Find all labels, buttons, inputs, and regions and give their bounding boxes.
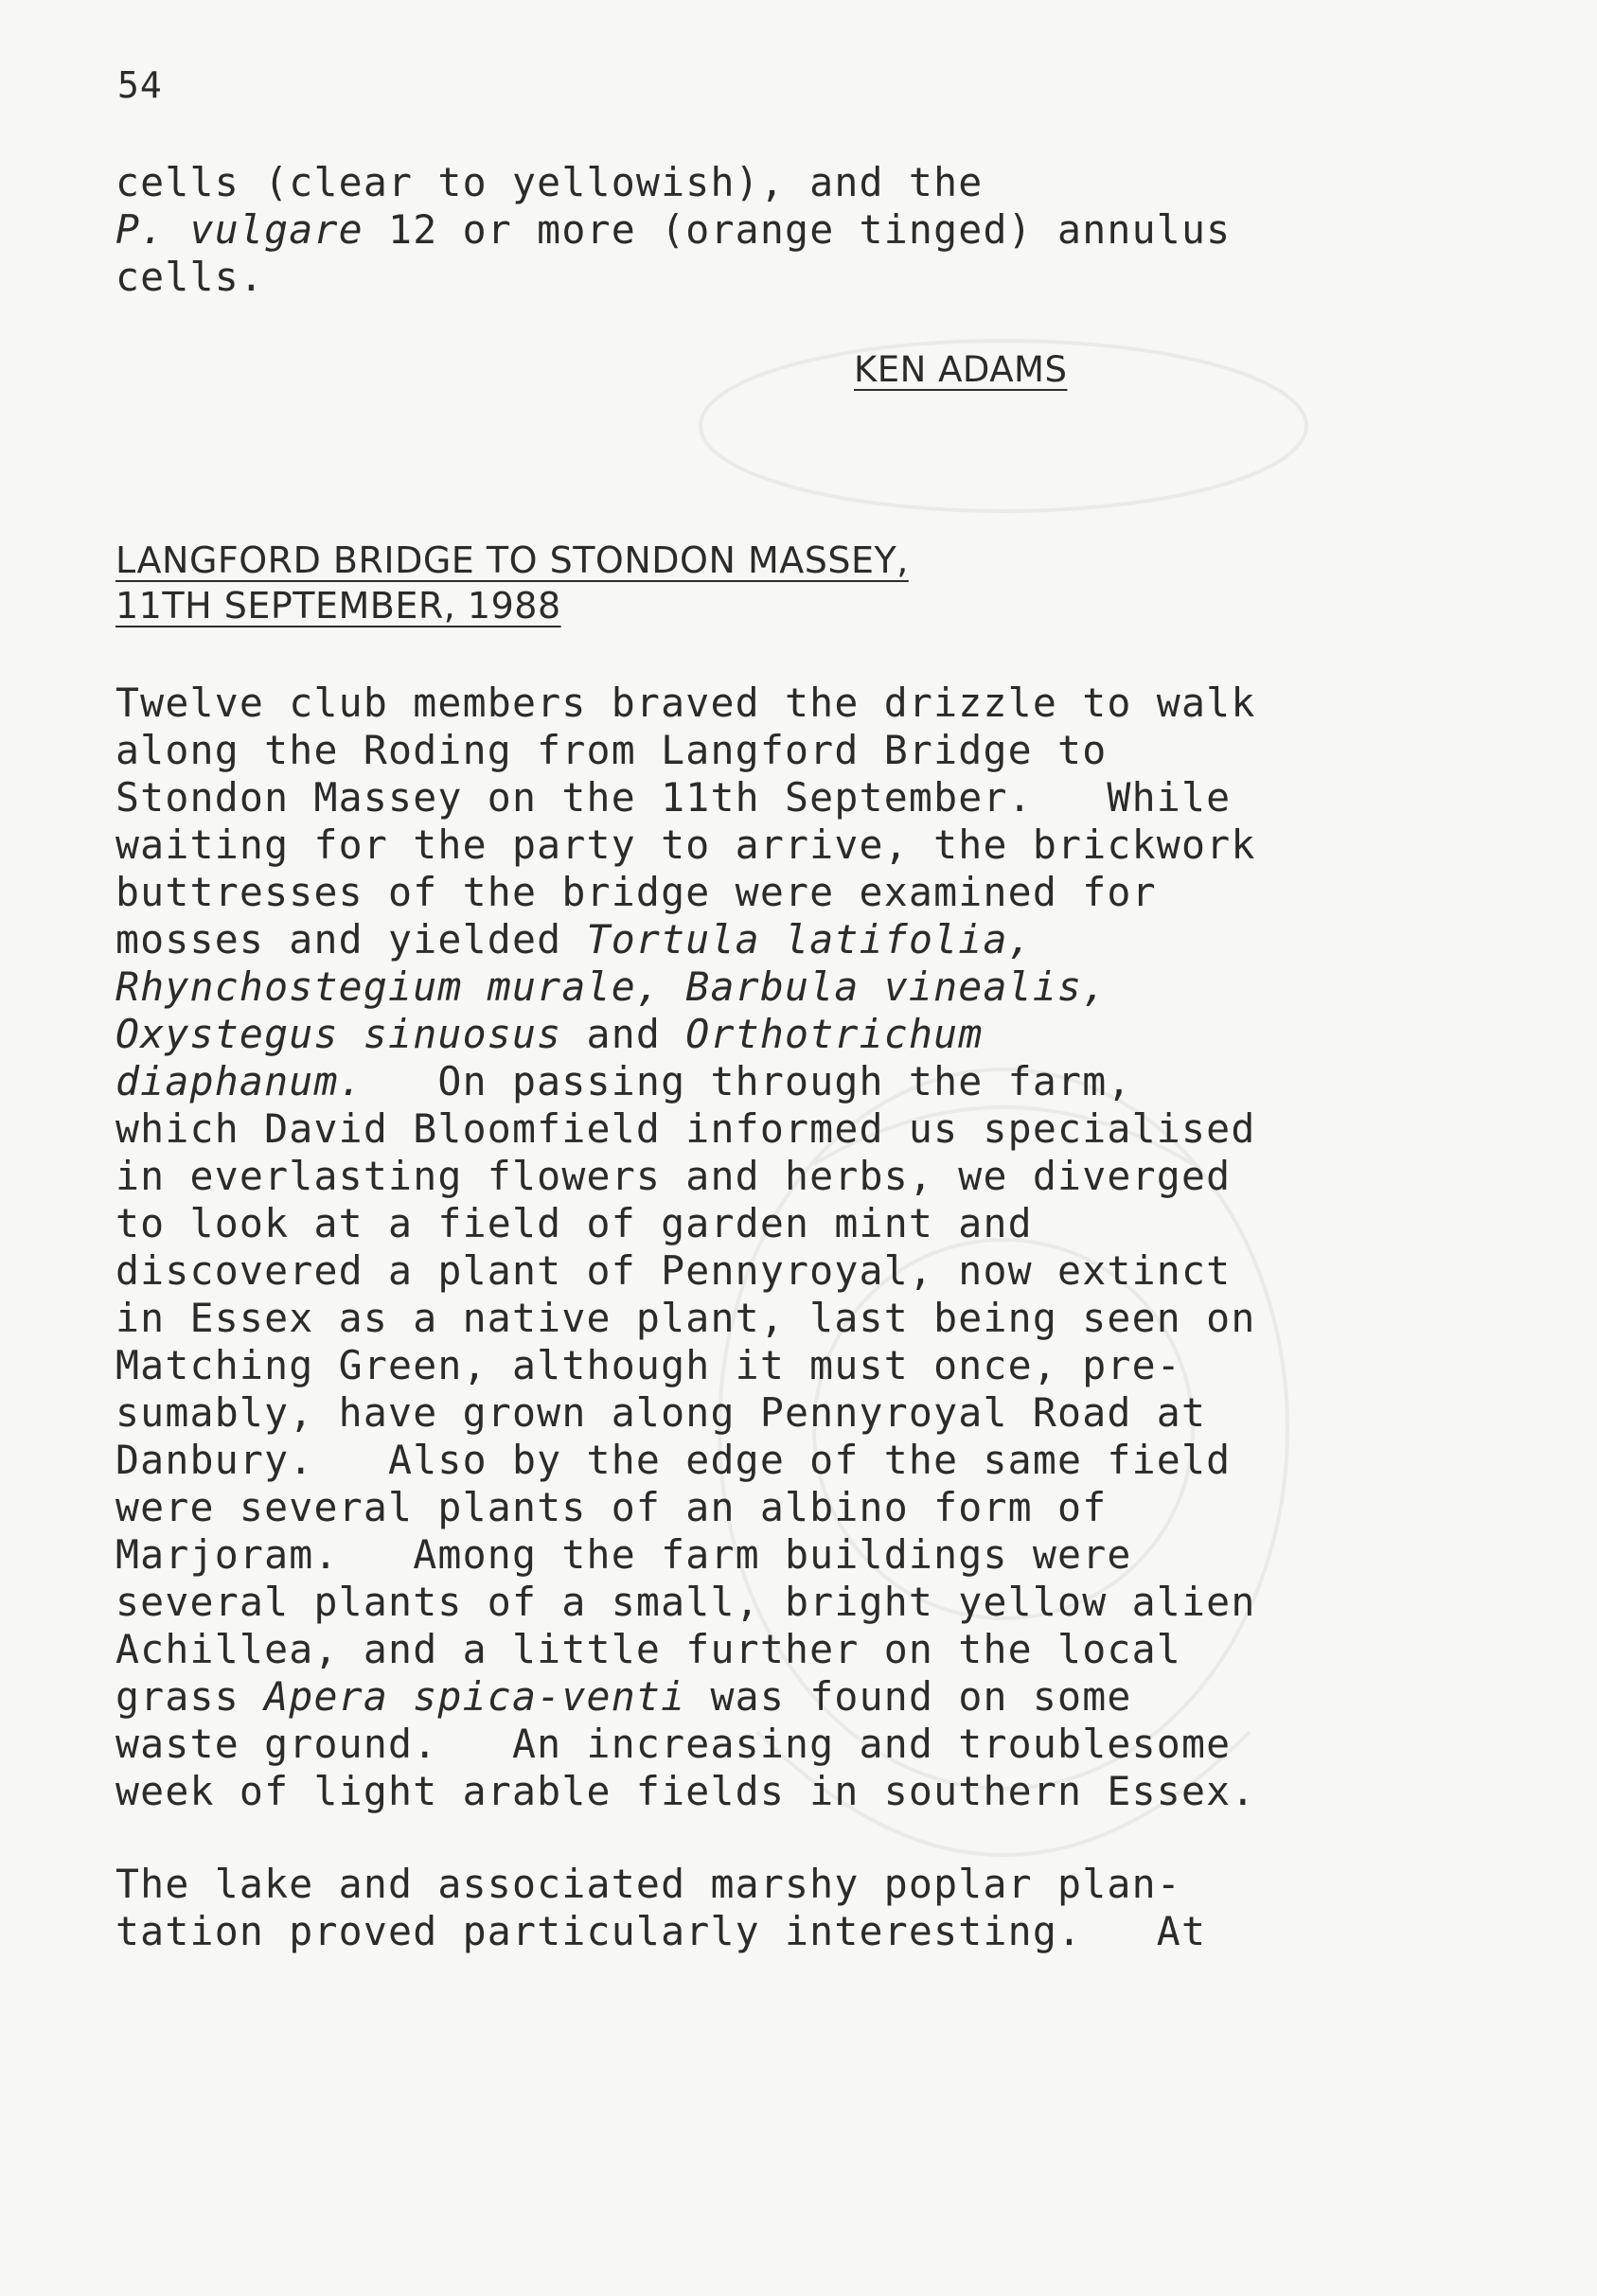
text-line — [115, 1721, 1479, 1768]
text-line — [115, 206, 1479, 254]
text-line — [115, 159, 1479, 206]
text-run: and — [561, 1011, 686, 1057]
text-run: sumably, have grown along Pennyroyal Road at — [115, 1389, 1207, 1436]
text-line — [115, 254, 1479, 301]
text-run: Matching Green, although it must once, pre- — [115, 1342, 1181, 1388]
italic-run: Apera spica-venti — [264, 1673, 686, 1720]
italic-run: Tortula latifolia, — [586, 916, 1033, 963]
text-run: which David Bloomfield informed us specialised — [115, 1105, 1256, 1152]
text-run: in Essex as a native plant, last being seen on — [115, 1295, 1256, 1341]
text-line — [115, 1200, 1479, 1247]
body-paragraph-1 — [115, 680, 1479, 1815]
heading-line-2: 11TH SEPTEMBER, 1988 — [115, 585, 561, 627]
text-run: tation proved particularly interesting. At — [115, 1908, 1207, 1954]
author-signature: KEN ADAMS — [854, 349, 1068, 390]
text-run: week of light arable fields in southern Essex. — [115, 1768, 1256, 1814]
text-run: Achillea, and a little further on the local — [115, 1626, 1181, 1672]
text-line — [115, 727, 1479, 774]
text-run: The lake and associated marshy poplar plan- — [115, 1861, 1181, 1907]
text-line — [115, 1295, 1479, 1342]
text-run: mosses and yielded — [115, 916, 587, 963]
text-run: 12 or more (orange tinged) annulus — [363, 206, 1232, 253]
italic-run: Orthotrichum — [685, 1011, 984, 1057]
text-run: were several plants of an albino form of — [115, 1484, 1108, 1530]
text-run: along the Roding from Langford Bridge to — [115, 727, 1108, 773]
text-run: Twelve club members braved the drizzle to walk — [115, 680, 1256, 726]
text-run: cells. — [115, 254, 265, 300]
italic-run: Oxystegus sinuosus — [115, 1011, 562, 1057]
text-line — [115, 1389, 1479, 1437]
text-line — [115, 1531, 1479, 1579]
text-line — [115, 869, 1479, 916]
text-line — [115, 1342, 1479, 1389]
text-line — [115, 1768, 1479, 1815]
text-run: Marjoram. Among the farm buildings were — [115, 1531, 1132, 1578]
text-line — [115, 1484, 1479, 1531]
text-line — [115, 1861, 1479, 1908]
text-run: discovered a plant of Pennyroyal, now extinct — [115, 1247, 1232, 1294]
text-line — [115, 680, 1479, 727]
text-line — [115, 1908, 1479, 1955]
text-line — [115, 1247, 1479, 1295]
text-run: waiting for the party to arrive, the brickwork — [115, 821, 1256, 868]
text-run: On passing through the farm, — [363, 1058, 1132, 1104]
text-run: in everlasting flowers and herbs, we diverged — [115, 1153, 1232, 1199]
text-run: buttresses of the bridge were examined for — [115, 869, 1157, 915]
text-line — [115, 916, 1479, 963]
text-line — [115, 821, 1479, 869]
text-run: waste ground. An increasing and troublesome — [115, 1721, 1232, 1767]
text-line — [115, 1437, 1479, 1484]
body-paragraph-2 — [115, 1861, 1479, 1955]
text-line — [115, 1579, 1479, 1626]
text-line — [115, 774, 1479, 821]
italic-run: Rhynchostegium murale, Barbula vinealis, — [115, 963, 1108, 1010]
text-run: several plants of a small, bright yellow alien — [115, 1579, 1256, 1625]
text-run: Danbury. Also by the edge of the same field — [115, 1437, 1232, 1483]
text-run: grass — [115, 1673, 265, 1720]
text-line — [115, 1626, 1479, 1673]
page-number: 54 — [117, 64, 163, 106]
text-run: to look at a field of garden mint and — [115, 1200, 1033, 1246]
text-line — [115, 963, 1479, 1011]
text-run: was found on some — [685, 1673, 1132, 1720]
italic-run: diaphanum. — [115, 1058, 364, 1104]
text-line — [115, 1673, 1479, 1721]
text-run: Stondon Massey on the 11th September. While — [115, 774, 1232, 821]
text-line — [115, 1058, 1479, 1105]
text-line — [115, 1153, 1479, 1200]
article-heading — [115, 538, 909, 628]
italic-run: P. vulgare — [115, 206, 364, 253]
text-line — [115, 1011, 1479, 1058]
intro-paragraph — [115, 159, 1479, 301]
text-line — [115, 1105, 1479, 1153]
text-run: cells (clear to yellowish), and the — [115, 159, 984, 205]
heading-line-1: LANGFORD BRIDGE TO STONDON MASSEY, — [115, 539, 909, 581]
